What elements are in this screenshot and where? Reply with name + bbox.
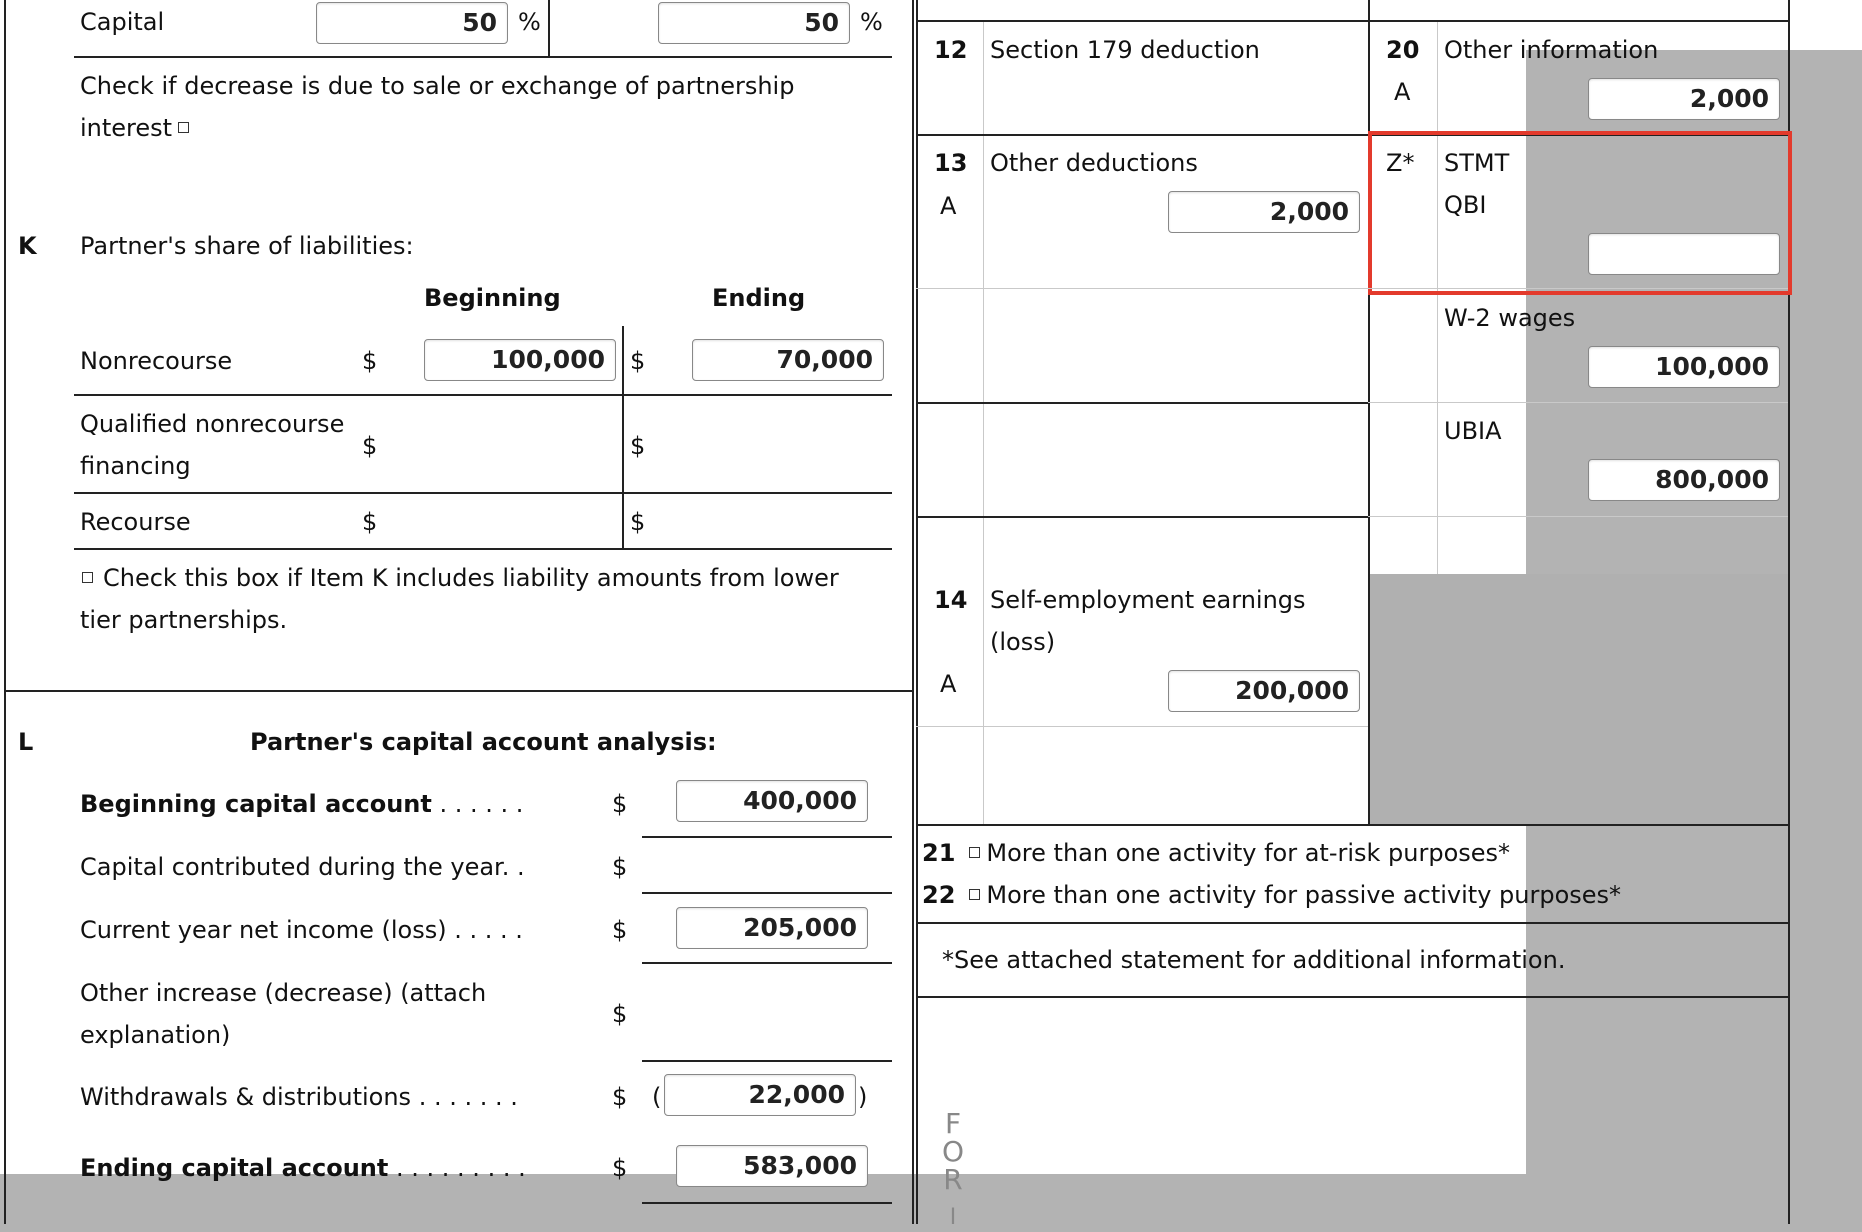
col-ending-header: Ending xyxy=(712,284,806,312)
dollar-sign: $ xyxy=(612,916,628,944)
dollar-sign: $ xyxy=(612,853,628,881)
open-paren: ( xyxy=(652,1083,662,1111)
section-k-letter: K xyxy=(18,232,37,260)
box21-checkbox[interactable] xyxy=(969,847,980,858)
dollar-sign: $ xyxy=(630,508,646,536)
box14-label: Self-employment earnings xyxy=(990,586,1306,614)
close-paren: ) xyxy=(858,1083,868,1111)
col-beginning-header: Beginning xyxy=(424,284,561,312)
capital-beginning-pct[interactable]: 50 xyxy=(316,2,508,44)
box21-label: More than one activity for at-risk purposes* xyxy=(986,839,1511,867)
ubia-field[interactable]: 800,000 xyxy=(1588,459,1780,501)
ending-capital-field[interactable]: 583,000 xyxy=(676,1145,868,1187)
pct-sign: % xyxy=(860,8,883,36)
box21-num: 21 xyxy=(922,839,956,867)
nonrecourse-ending-field[interactable]: 70,000 xyxy=(692,339,884,381)
decrease-check-label: Check if decrease is due to sale or exchange of partnership xyxy=(80,72,795,100)
beginning-capital-label: Beginning capital account xyxy=(80,790,432,818)
net-income-label: Current year net income (loss) xyxy=(80,916,447,944)
footnote: *See attached statement for additional information. xyxy=(942,946,1566,974)
box20-num: 20 xyxy=(1386,36,1420,64)
nonrecourse-beginning-field[interactable]: 100,000 xyxy=(424,339,616,381)
withdrawals-field[interactable]: 22,000 xyxy=(664,1074,856,1116)
k1-form-page: Capital 50 % 50 % Check if decrease is due to sale or exchange of partnership interest K Partner's share of liabilities: Beginning Ending Nonrecourse $ 100,000 $ 70,000 Qualified nonrecourse financing $ $ Recourse $ $ Check this box if Item K includes liability amounts from lower tier partnerships. L Partner's capital account analysis: Beginning capital account . . . . . . $ 400,000 Capital contributed during the year. . $ Current year net income (loss) . . . . . $ 205,000 Other increase (decrease) (attach explanation) $ Withdrawals & distributions . . . . . . . $ ( 22,000 ) Ending capital account . . . . . . . . . $ 583,000 12 Section 179 deduction 13 Other deductions A 2,000 14 Self-employment earnings (loss) A 200,000 20 Other information A 2,000 Z* STMT QBI W-2 wages 100,000 UBIA 800,000 21 More than one activity for at-risk purposes* 22 More than one activity for passive activity purposes* *See attached statement for additional information. F O R I xyxy=(0,0,1862,1224)
ubia-label: UBIA xyxy=(1444,417,1502,445)
decrease-checkbox[interactable] xyxy=(178,122,189,133)
section-l-letter: L xyxy=(18,728,34,756)
beginning-capital-field[interactable]: 400,000 xyxy=(676,780,868,822)
box14-code: A xyxy=(940,670,957,698)
capital-label: Capital xyxy=(80,8,165,36)
shaded-area xyxy=(1369,574,1788,824)
dollar-sign: $ xyxy=(612,1083,628,1111)
highlight-box xyxy=(1368,131,1792,295)
decrease-check-label-2: interest xyxy=(80,114,173,142)
dollar-sign: $ xyxy=(362,432,378,460)
ending-capital-label: Ending capital account xyxy=(80,1154,389,1182)
box20-code-z: Z* xyxy=(1386,149,1415,177)
other-increase-label: Other increase (decrease) (attach xyxy=(80,979,487,1007)
nonrecourse-label: Nonrecourse xyxy=(80,347,233,375)
box14-num: 14 xyxy=(934,586,968,614)
section-l-title: Partner's capital account analysis: xyxy=(250,728,717,756)
capital-ending-pct[interactable]: 50 xyxy=(658,2,850,44)
for-vertical-text: F O R I xyxy=(941,1107,965,1230)
w2-wages-field[interactable]: 100,000 xyxy=(1588,346,1780,388)
qbi-label: QBI xyxy=(1444,191,1487,219)
lower-tier-label: Check this box if Item K includes liability amounts from lower xyxy=(103,564,839,592)
box20-label: Other information xyxy=(1444,36,1659,64)
dollar-sign: $ xyxy=(612,790,628,818)
w2-wages-label: W-2 wages xyxy=(1444,304,1576,332)
dollar-sign: $ xyxy=(612,1154,628,1182)
section-k-title: Partner's share of liabilities: xyxy=(80,232,414,260)
recourse-label: Recourse xyxy=(80,508,191,536)
box13-code: A xyxy=(940,192,957,220)
box22-num: 22 xyxy=(922,881,956,909)
dollar-sign: $ xyxy=(630,347,646,375)
box13-label: Other deductions xyxy=(990,149,1198,177)
lower-tier-label-2: tier partnerships. xyxy=(80,606,288,634)
box20-a-field[interactable]: 2,000 xyxy=(1588,78,1780,120)
dollar-sign: $ xyxy=(362,347,378,375)
dollar-sign: $ xyxy=(362,508,378,536)
box20-code-a: A xyxy=(1394,78,1411,106)
box22-label: More than one activity for passive activity purposes* xyxy=(986,881,1622,909)
box12-num: 12 xyxy=(934,36,968,64)
dollar-sign: $ xyxy=(630,432,646,460)
box12-label: Section 179 deduction xyxy=(990,36,1260,64)
other-increase-label-2: explanation) xyxy=(80,1021,231,1049)
qnf-label: Qualified nonrecourse xyxy=(80,410,345,438)
lower-tier-checkbox[interactable] xyxy=(82,572,93,583)
stmt-label: STMT xyxy=(1444,149,1510,177)
box14-field[interactable]: 200,000 xyxy=(1168,670,1360,712)
box13-field[interactable]: 2,000 xyxy=(1168,191,1360,233)
box14-label-2: (loss) xyxy=(990,628,1056,656)
net-income-field[interactable]: 205,000 xyxy=(676,907,868,949)
qnf-label-2: financing xyxy=(80,452,191,480)
pct-sign: % xyxy=(518,8,541,36)
withdrawals-label: Withdrawals & distributions xyxy=(80,1083,412,1111)
box13-num: 13 xyxy=(934,149,968,177)
capital-contributed-label: Capital contributed during the year xyxy=(80,853,502,881)
box22-checkbox[interactable] xyxy=(969,889,980,900)
dollar-sign: $ xyxy=(612,1000,628,1028)
